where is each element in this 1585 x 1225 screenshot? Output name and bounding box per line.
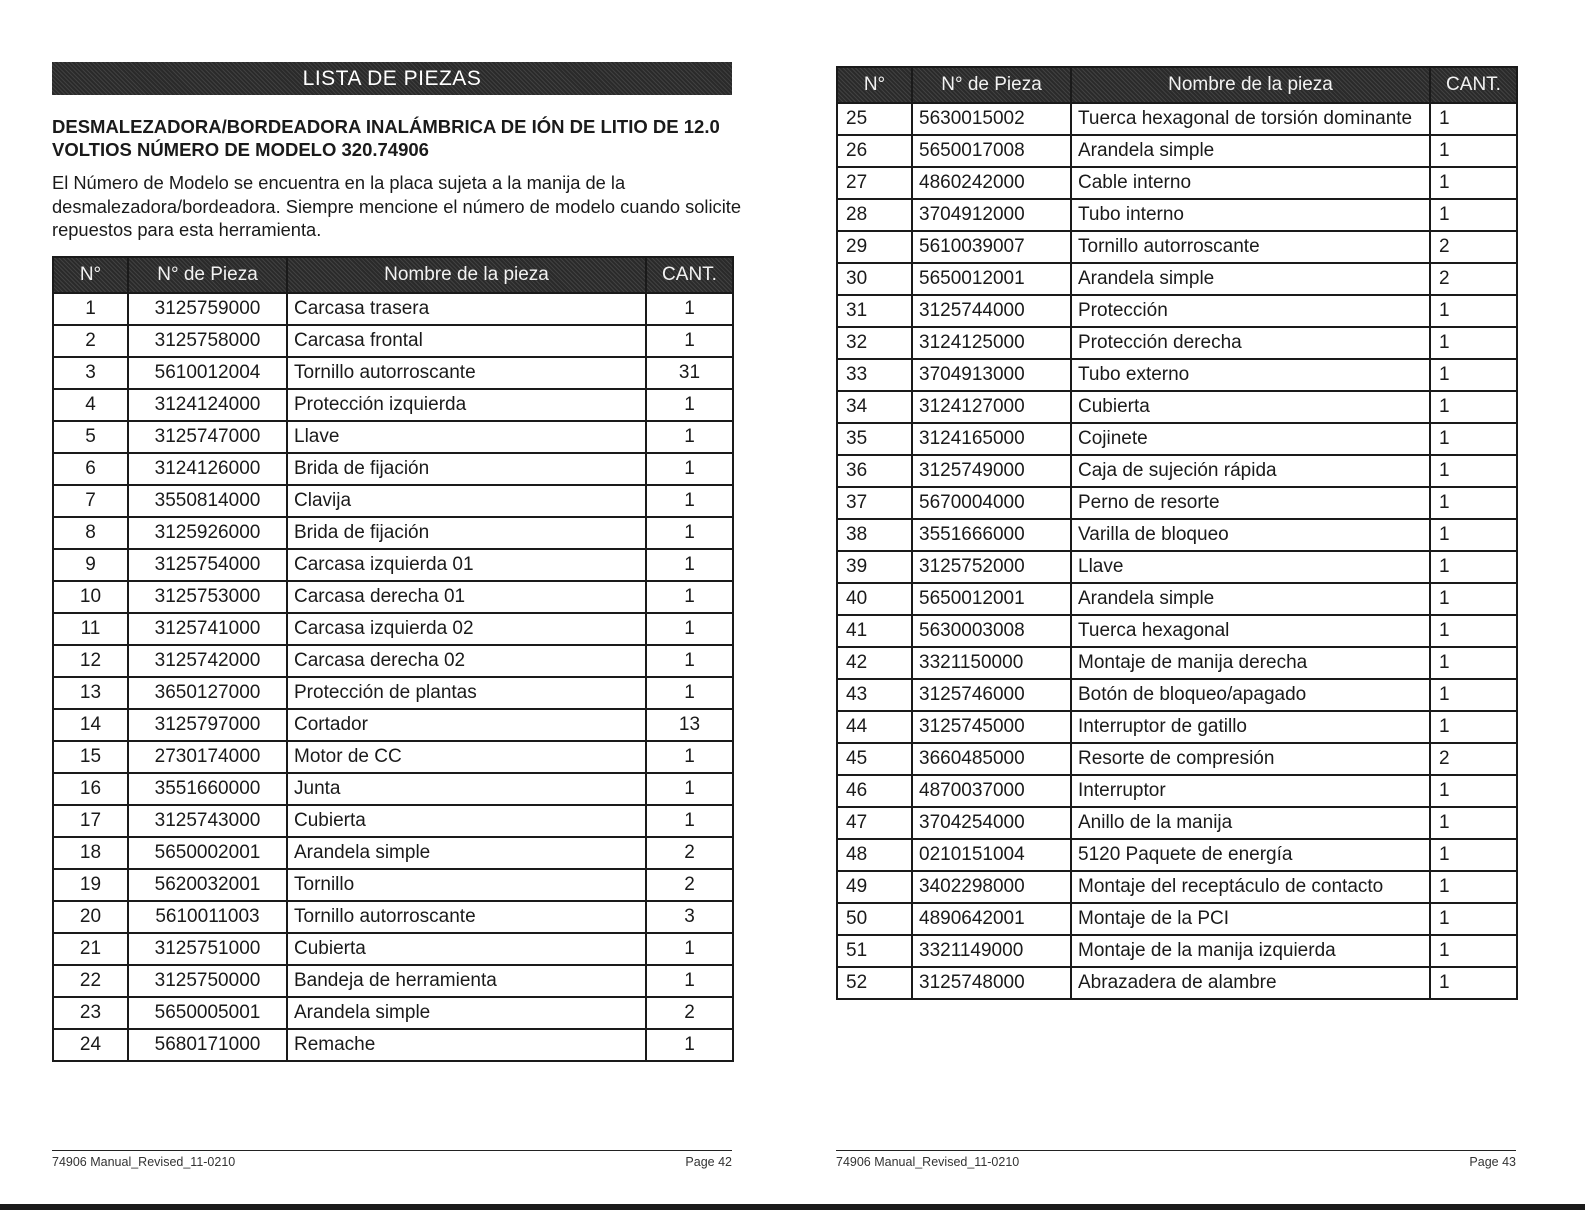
cell-part-name: 5120 Paquete de energía bbox=[1071, 839, 1430, 871]
cell-part-number: 5650012001 bbox=[912, 583, 1071, 615]
cell-part-number: 5610011003 bbox=[128, 901, 287, 933]
cell-item-number: 40 bbox=[837, 583, 912, 615]
cell-item-number: 26 bbox=[837, 135, 912, 167]
cell-item-number: 34 bbox=[837, 391, 912, 423]
column-header-number: N° bbox=[837, 67, 912, 103]
table-row bbox=[53, 677, 733, 709]
table-row bbox=[53, 805, 733, 837]
cell-part-number: 3125797000 bbox=[128, 709, 287, 741]
column-header-part-number: N° de Pieza bbox=[912, 67, 1071, 103]
cell-part-name: Tornillo autorroscante bbox=[1071, 231, 1430, 263]
table-row bbox=[53, 837, 733, 869]
bottom-border bbox=[0, 1204, 1585, 1210]
cell-quantity: 1 bbox=[1430, 583, 1517, 615]
cell-quantity: 1 bbox=[646, 581, 733, 613]
cell-quantity: 1 bbox=[1430, 327, 1517, 359]
cell-item-number: 5 bbox=[53, 421, 128, 453]
cell-quantity: 31 bbox=[646, 357, 733, 389]
cell-quantity: 1 bbox=[646, 933, 733, 965]
cell-part-name: Cortador bbox=[287, 709, 646, 741]
cell-quantity: 1 bbox=[1430, 199, 1517, 231]
cell-item-number: 29 bbox=[837, 231, 912, 263]
table-row bbox=[53, 453, 733, 485]
parts-table-right bbox=[836, 66, 1518, 1000]
cell-part-number: 3125746000 bbox=[912, 679, 1071, 711]
cell-part-number: 3704913000 bbox=[912, 359, 1071, 391]
cell-part-number: 5620032001 bbox=[128, 869, 287, 901]
cell-quantity: 1 bbox=[1430, 391, 1517, 423]
cell-item-number: 41 bbox=[837, 615, 912, 647]
cell-item-number: 17 bbox=[53, 805, 128, 837]
parts-table-left bbox=[52, 256, 734, 1062]
table-row bbox=[837, 231, 1517, 263]
cell-part-name: Protección derecha bbox=[1071, 327, 1430, 359]
cell-quantity: 1 bbox=[1430, 807, 1517, 839]
cell-item-number: 43 bbox=[837, 679, 912, 711]
cell-quantity: 1 bbox=[646, 517, 733, 549]
table-row bbox=[837, 167, 1517, 199]
cell-part-name: Arandela simple bbox=[1071, 135, 1430, 167]
table-row bbox=[837, 135, 1517, 167]
footer-doc-id: 74906 Manual_Revised_11-0210 bbox=[52, 1155, 236, 1169]
cell-part-name: Montaje de la manija izquierda bbox=[1071, 935, 1430, 967]
cell-item-number: 4 bbox=[53, 389, 128, 421]
cell-item-number: 20 bbox=[53, 901, 128, 933]
table-row bbox=[53, 965, 733, 997]
cell-part-name: Cubierta bbox=[287, 933, 646, 965]
cell-quantity: 1 bbox=[1430, 967, 1517, 999]
cell-quantity: 2 bbox=[1430, 231, 1517, 263]
cell-part-name: Carcasa trasera bbox=[287, 293, 646, 325]
table-header-row bbox=[53, 257, 733, 293]
cell-part-number: 3704254000 bbox=[912, 807, 1071, 839]
cell-item-number: 7 bbox=[53, 485, 128, 517]
cell-item-number: 6 bbox=[53, 453, 128, 485]
table-row bbox=[53, 933, 733, 965]
cell-quantity: 1 bbox=[646, 325, 733, 357]
cell-part-name: Caja de sujeción rápida bbox=[1071, 455, 1430, 487]
cell-part-number: 3125749000 bbox=[912, 455, 1071, 487]
table-row bbox=[53, 421, 733, 453]
cell-part-name: Cojinete bbox=[1071, 423, 1430, 455]
cell-quantity: 1 bbox=[646, 677, 733, 709]
cell-item-number: 25 bbox=[837, 103, 912, 135]
cell-quantity: 1 bbox=[646, 549, 733, 581]
cell-item-number: 19 bbox=[53, 869, 128, 901]
footer-doc-id: 74906 Manual_Revised_11-0210 bbox=[836, 1155, 1020, 1169]
cell-item-number: 24 bbox=[53, 1029, 128, 1061]
cell-item-number: 30 bbox=[837, 263, 912, 295]
table-row bbox=[53, 485, 733, 517]
cell-item-number: 46 bbox=[837, 775, 912, 807]
cell-part-number: 4860242000 bbox=[912, 167, 1071, 199]
cell-part-number: 3125758000 bbox=[128, 325, 287, 357]
cell-item-number: 23 bbox=[53, 997, 128, 1029]
table-row bbox=[837, 615, 1517, 647]
cell-part-number: 3125743000 bbox=[128, 805, 287, 837]
column-header-quantity: CANT. bbox=[646, 257, 733, 293]
cell-part-name: Interruptor de gatillo bbox=[1071, 711, 1430, 743]
cell-item-number: 45 bbox=[837, 743, 912, 775]
cell-item-number: 39 bbox=[837, 551, 912, 583]
cell-part-number: 5670004000 bbox=[912, 487, 1071, 519]
cell-item-number: 1 bbox=[53, 293, 128, 325]
cell-quantity: 1 bbox=[1430, 423, 1517, 455]
parts-table-body bbox=[837, 103, 1517, 999]
cell-part-name: Cubierta bbox=[287, 805, 646, 837]
cell-part-name: Tuerca hexagonal de torsión dominante bbox=[1071, 103, 1430, 135]
cell-item-number: 37 bbox=[837, 487, 912, 519]
table-row bbox=[53, 709, 733, 741]
cell-part-number: 3124125000 bbox=[912, 327, 1071, 359]
cell-part-name: Clavija bbox=[287, 485, 646, 517]
cell-item-number: 3 bbox=[53, 357, 128, 389]
cell-part-name: Brida de fijación bbox=[287, 453, 646, 485]
table-row bbox=[53, 517, 733, 549]
table-row bbox=[53, 581, 733, 613]
cell-part-name: Perno de resorte bbox=[1071, 487, 1430, 519]
footer-page-number: Page 43 bbox=[1469, 1155, 1516, 1169]
cell-part-number: 5650005001 bbox=[128, 997, 287, 1029]
table-row bbox=[837, 743, 1517, 775]
cell-item-number: 52 bbox=[837, 967, 912, 999]
cell-quantity: 1 bbox=[1430, 487, 1517, 519]
cell-part-number: 3124165000 bbox=[912, 423, 1071, 455]
table-row bbox=[837, 359, 1517, 391]
cell-part-number: 4890642001 bbox=[912, 903, 1071, 935]
cell-part-number: 3125926000 bbox=[128, 517, 287, 549]
cell-quantity: 1 bbox=[1430, 711, 1517, 743]
table-row bbox=[53, 293, 733, 325]
table-row bbox=[837, 423, 1517, 455]
cell-part-name: Anillo de la manija bbox=[1071, 807, 1430, 839]
cell-item-number: 48 bbox=[837, 839, 912, 871]
cell-quantity: 1 bbox=[1430, 359, 1517, 391]
cell-part-number: 3660485000 bbox=[912, 743, 1071, 775]
cell-part-name: Protección de plantas bbox=[287, 677, 646, 709]
cell-item-number: 49 bbox=[837, 871, 912, 903]
intro-paragraph: El Número de Modelo se encuentra en la placa sujeta a la manija de la desmalezadora/bordeadora. Siempre mencione el número de modelo cuando solicite repuestos para esta herramienta. bbox=[52, 172, 742, 240]
table-row bbox=[837, 551, 1517, 583]
cell-quantity: 1 bbox=[646, 485, 733, 517]
page-footer bbox=[52, 1150, 732, 1176]
cell-part-number: 3125751000 bbox=[128, 933, 287, 965]
cell-part-name: Arandela simple bbox=[287, 837, 646, 869]
cell-quantity: 1 bbox=[646, 773, 733, 805]
table-row bbox=[53, 869, 733, 901]
cell-part-number: 3125754000 bbox=[128, 549, 287, 581]
cell-part-number: 3125750000 bbox=[128, 965, 287, 997]
cell-part-number: 3125741000 bbox=[128, 613, 287, 645]
cell-quantity: 1 bbox=[646, 741, 733, 773]
cell-part-number: 3124124000 bbox=[128, 389, 287, 421]
table-row bbox=[837, 871, 1517, 903]
cell-item-number: 50 bbox=[837, 903, 912, 935]
table-row bbox=[837, 295, 1517, 327]
cell-part-name: Arandela simple bbox=[1071, 583, 1430, 615]
cell-item-number: 31 bbox=[837, 295, 912, 327]
cell-part-name: Montaje de manija derecha bbox=[1071, 647, 1430, 679]
cell-item-number: 27 bbox=[837, 167, 912, 199]
column-header-part-name: Nombre de la pieza bbox=[1071, 67, 1430, 103]
cell-item-number: 47 bbox=[837, 807, 912, 839]
cell-part-name: Tuerca hexagonal bbox=[1071, 615, 1430, 647]
table-row bbox=[837, 103, 1517, 135]
left-page bbox=[0, 0, 792, 1225]
table-row bbox=[837, 583, 1517, 615]
cell-part-name: Interruptor bbox=[1071, 775, 1430, 807]
cell-item-number: 35 bbox=[837, 423, 912, 455]
cell-part-number: 5650002001 bbox=[128, 837, 287, 869]
model-heading: DESMALEZADORA/BORDEADORA INALÁMBRICA DE IÓN DE LITIO DE 12.0 VOLTIOS NÚMERO DE MODELO 320.74906 bbox=[52, 116, 720, 160]
table-row bbox=[53, 1029, 733, 1061]
cell-item-number: 14 bbox=[53, 709, 128, 741]
cell-part-name: Resorte de compresión bbox=[1071, 743, 1430, 775]
cell-item-number: 8 bbox=[53, 517, 128, 549]
cell-quantity: 1 bbox=[1430, 167, 1517, 199]
cell-part-name: Protección izquierda bbox=[287, 389, 646, 421]
page-footer bbox=[836, 1150, 1516, 1176]
cell-part-number: 3321150000 bbox=[912, 647, 1071, 679]
cell-part-number: 5650017008 bbox=[912, 135, 1071, 167]
cell-item-number: 16 bbox=[53, 773, 128, 805]
cell-part-name: Cubierta bbox=[1071, 391, 1430, 423]
cell-part-number: 3125753000 bbox=[128, 581, 287, 613]
cell-part-number: 3124127000 bbox=[912, 391, 1071, 423]
cell-quantity: 1 bbox=[1430, 551, 1517, 583]
cell-quantity: 1 bbox=[1430, 935, 1517, 967]
cell-quantity: 1 bbox=[646, 805, 733, 837]
cell-part-number: 3650127000 bbox=[128, 677, 287, 709]
cell-item-number: 21 bbox=[53, 933, 128, 965]
table-row bbox=[53, 997, 733, 1029]
cell-item-number: 12 bbox=[53, 645, 128, 677]
cell-quantity: 1 bbox=[646, 1029, 733, 1061]
cell-quantity: 13 bbox=[646, 709, 733, 741]
table-row bbox=[837, 935, 1517, 967]
cell-item-number: 28 bbox=[837, 199, 912, 231]
cell-part-name: Montaje de la PCI bbox=[1071, 903, 1430, 935]
cell-item-number: 18 bbox=[53, 837, 128, 869]
table-row bbox=[53, 645, 733, 677]
cell-quantity: 1 bbox=[646, 421, 733, 453]
cell-part-name: Protección bbox=[1071, 295, 1430, 327]
column-header-part-name: Nombre de la pieza bbox=[287, 257, 646, 293]
cell-item-number: 36 bbox=[837, 455, 912, 487]
cell-item-number: 9 bbox=[53, 549, 128, 581]
table-row bbox=[53, 741, 733, 773]
cell-quantity: 1 bbox=[1430, 135, 1517, 167]
section-title: LISTA DE PIEZAS bbox=[52, 62, 732, 95]
cell-quantity: 1 bbox=[1430, 871, 1517, 903]
table-row bbox=[837, 487, 1517, 519]
table-row bbox=[837, 679, 1517, 711]
table-row bbox=[53, 901, 733, 933]
cell-item-number: 10 bbox=[53, 581, 128, 613]
cell-part-name: Remache bbox=[287, 1029, 646, 1061]
column-header-number: N° bbox=[53, 257, 128, 293]
cell-part-number: 3125747000 bbox=[128, 421, 287, 453]
cell-part-name: Arandela simple bbox=[287, 997, 646, 1029]
cell-quantity: 1 bbox=[646, 293, 733, 325]
cell-part-number: 3704912000 bbox=[912, 199, 1071, 231]
table-row bbox=[837, 711, 1517, 743]
cell-quantity: 1 bbox=[1430, 295, 1517, 327]
cell-quantity: 1 bbox=[646, 613, 733, 645]
table-row bbox=[53, 549, 733, 581]
cell-part-number: 2730174000 bbox=[128, 741, 287, 773]
cell-part-number: 5630015002 bbox=[912, 103, 1071, 135]
cell-part-name: Carcasa derecha 01 bbox=[287, 581, 646, 613]
cell-part-name: Tubo interno bbox=[1071, 199, 1430, 231]
cell-item-number: 11 bbox=[53, 613, 128, 645]
cell-part-number: 3550814000 bbox=[128, 485, 287, 517]
cell-quantity: 1 bbox=[1430, 775, 1517, 807]
cell-part-name: Motor de CC bbox=[287, 741, 646, 773]
cell-part-name: Varilla de bloqueo bbox=[1071, 519, 1430, 551]
table-row bbox=[837, 391, 1517, 423]
footer-page-number: Page 42 bbox=[685, 1155, 732, 1169]
column-header-quantity: CANT. bbox=[1430, 67, 1517, 103]
cell-item-number: 22 bbox=[53, 965, 128, 997]
cell-part-number: 3321149000 bbox=[912, 935, 1071, 967]
cell-part-name: Tornillo autorroscante bbox=[287, 901, 646, 933]
table-row bbox=[837, 199, 1517, 231]
cell-part-number: 3125759000 bbox=[128, 293, 287, 325]
cell-quantity: 2 bbox=[646, 869, 733, 901]
table-header-row bbox=[837, 67, 1517, 103]
cell-quantity: 1 bbox=[1430, 615, 1517, 647]
cell-part-name: Arandela simple bbox=[1071, 263, 1430, 295]
table-row bbox=[837, 839, 1517, 871]
table-row bbox=[837, 519, 1517, 551]
cell-part-number: 3402298000 bbox=[912, 871, 1071, 903]
table-row bbox=[53, 613, 733, 645]
cell-item-number: 32 bbox=[837, 327, 912, 359]
cell-quantity: 1 bbox=[1430, 839, 1517, 871]
cell-item-number: 44 bbox=[837, 711, 912, 743]
cell-part-number: 3125752000 bbox=[912, 551, 1071, 583]
cell-quantity: 2 bbox=[1430, 263, 1517, 295]
cell-part-name: Carcasa izquierda 02 bbox=[287, 613, 646, 645]
cell-part-name: Carcasa derecha 02 bbox=[287, 645, 646, 677]
table-row bbox=[837, 263, 1517, 295]
cell-part-name: Montaje del receptáculo de contacto bbox=[1071, 871, 1430, 903]
cell-item-number: 42 bbox=[837, 647, 912, 679]
cell-part-name: Llave bbox=[1071, 551, 1430, 583]
cell-part-number: 5610039007 bbox=[912, 231, 1071, 263]
table-row bbox=[53, 389, 733, 421]
cell-quantity: 1 bbox=[646, 389, 733, 421]
table-row bbox=[837, 807, 1517, 839]
cell-part-number: 5650012001 bbox=[912, 263, 1071, 295]
cell-part-name: Tubo externo bbox=[1071, 359, 1430, 391]
cell-part-number: 3551660000 bbox=[128, 773, 287, 805]
cell-part-number: 4870037000 bbox=[912, 775, 1071, 807]
cell-quantity: 1 bbox=[1430, 903, 1517, 935]
cell-part-name: Bandeja de herramienta bbox=[287, 965, 646, 997]
cell-quantity: 1 bbox=[1430, 647, 1517, 679]
cell-quantity: 1 bbox=[1430, 519, 1517, 551]
cell-item-number: 15 bbox=[53, 741, 128, 773]
table-row bbox=[53, 325, 733, 357]
table-row bbox=[53, 773, 733, 805]
cell-part-name: Tornillo autorroscante bbox=[287, 357, 646, 389]
cell-part-name: Abrazadera de alambre bbox=[1071, 967, 1430, 999]
cell-part-name: Tornillo bbox=[287, 869, 646, 901]
cell-quantity: 1 bbox=[646, 965, 733, 997]
right-page bbox=[792, 0, 1585, 1225]
cell-part-number: 3125748000 bbox=[912, 967, 1071, 999]
cell-quantity: 2 bbox=[646, 997, 733, 1029]
cell-part-name: Junta bbox=[287, 773, 646, 805]
cell-part-name: Botón de bloqueo/apagado bbox=[1071, 679, 1430, 711]
cell-quantity: 1 bbox=[1430, 455, 1517, 487]
cell-item-number: 38 bbox=[837, 519, 912, 551]
cell-part-name: Brida de fijación bbox=[287, 517, 646, 549]
cell-part-name: Llave bbox=[287, 421, 646, 453]
cell-part-number: 3551666000 bbox=[912, 519, 1071, 551]
cell-quantity: 2 bbox=[1430, 743, 1517, 775]
table-row bbox=[837, 647, 1517, 679]
cell-part-number: 3125744000 bbox=[912, 295, 1071, 327]
table-row bbox=[837, 775, 1517, 807]
table-row bbox=[837, 967, 1517, 999]
parts-table-body bbox=[53, 293, 733, 1061]
cell-part-number: 5610012004 bbox=[128, 357, 287, 389]
cell-part-name: Carcasa frontal bbox=[287, 325, 646, 357]
cell-part-name: Cable interno bbox=[1071, 167, 1430, 199]
cell-quantity: 1 bbox=[1430, 103, 1517, 135]
table-row bbox=[837, 455, 1517, 487]
table-row bbox=[837, 327, 1517, 359]
cell-item-number: 51 bbox=[837, 935, 912, 967]
cell-item-number: 33 bbox=[837, 359, 912, 391]
cell-part-number: 3125742000 bbox=[128, 645, 287, 677]
cell-quantity: 2 bbox=[646, 837, 733, 869]
cell-quantity: 1 bbox=[646, 645, 733, 677]
cell-part-number: 3124126000 bbox=[128, 453, 287, 485]
cell-part-number: 3125745000 bbox=[912, 711, 1071, 743]
cell-quantity: 1 bbox=[1430, 679, 1517, 711]
cell-item-number: 2 bbox=[53, 325, 128, 357]
cell-part-number: 5680171000 bbox=[128, 1029, 287, 1061]
cell-part-number: 5630003008 bbox=[912, 615, 1071, 647]
cell-quantity: 3 bbox=[646, 901, 733, 933]
cell-quantity: 1 bbox=[646, 453, 733, 485]
cell-part-number: 0210151004 bbox=[912, 839, 1071, 871]
cell-part-name: Carcasa izquierda 01 bbox=[287, 549, 646, 581]
table-row bbox=[837, 903, 1517, 935]
cell-item-number: 13 bbox=[53, 677, 128, 709]
table-row bbox=[53, 357, 733, 389]
column-header-part-number: N° de Pieza bbox=[128, 257, 287, 293]
